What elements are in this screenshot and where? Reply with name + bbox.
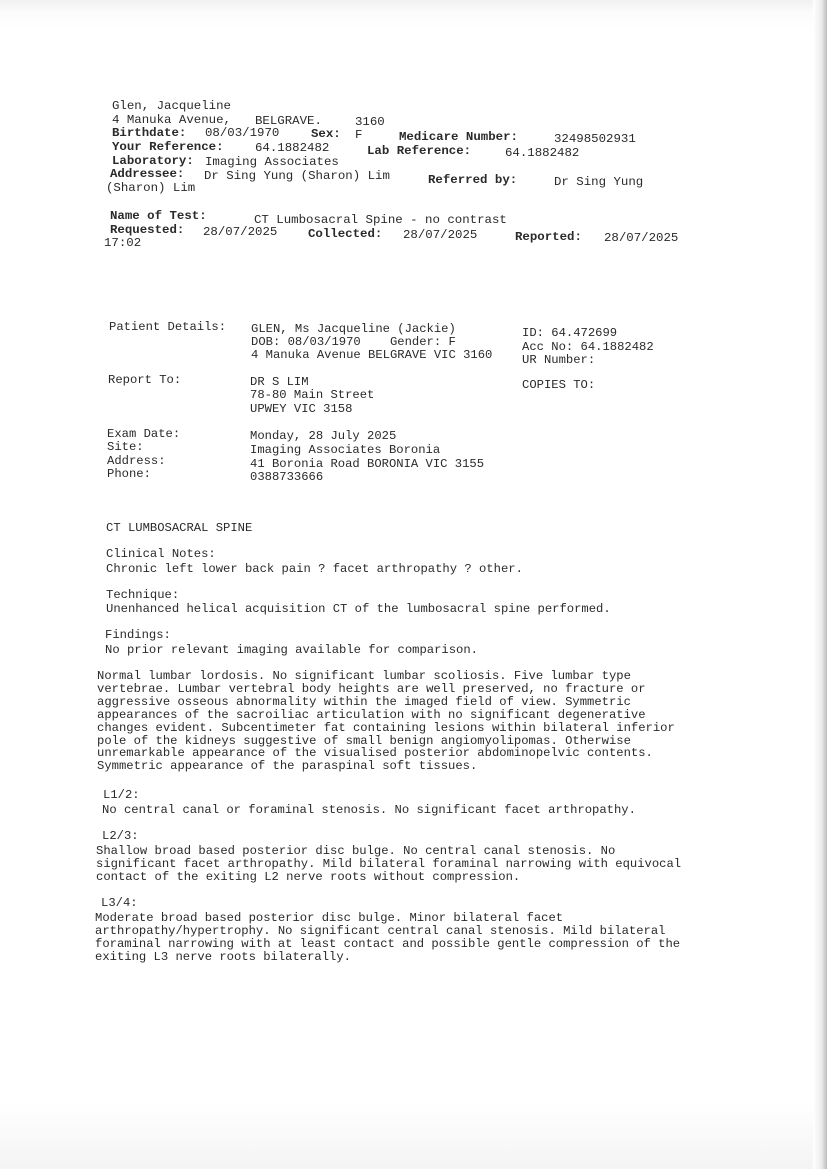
lab-ref-value: 64.1882482 bbox=[505, 146, 580, 160]
reported-value: 28/07/2025 bbox=[604, 231, 679, 245]
report-to-line1: DR S LIM bbox=[250, 375, 309, 389]
your-ref-label: Your Reference: bbox=[112, 140, 224, 154]
clinical-notes-text: Chronic left lower back pain ? facet arthropathy ? other. bbox=[106, 562, 523, 576]
report-title: CT LUMBOSACRAL SPINE bbox=[106, 521, 253, 535]
findings-general-paragraph: Normal lumbar lordosis. No significant lumbar scoliosis. Five lumbar type vertebrae. Lumbar vertebral body heights are well preserved, no fracture or aggressive osseous abnormality within the imaged field of view. Symmetric appearances of the sacroiliac articulation with no significant degenerative changes evident. Subcentimeter fat containing lesions within bilateral inferior pole of the kidneys suggestive of small benign angiomyolipomas. Otherwise unremarkable appearance of the visualised posterior abdominopelvic contents. Symmetric appearance of the paraspinal soft tissues. bbox=[97, 669, 675, 774]
medicare-value: 32498502931 bbox=[554, 132, 636, 146]
patient-details-label: Patient Details: bbox=[109, 320, 227, 334]
page-edge-shadow bbox=[813, 0, 827, 1169]
requested-value: 28/07/2025 bbox=[203, 225, 278, 239]
l34-label: L3/4: bbox=[101, 896, 138, 910]
findings-label: Findings: bbox=[105, 628, 171, 642]
site-value: Imaging Associates Boronia bbox=[250, 443, 441, 457]
phone-label: Phone: bbox=[107, 467, 151, 481]
referred-label: Referred by: bbox=[428, 173, 518, 187]
patient-details-line3: 4 Manuka Avenue BELGRAVE VIC 3160 bbox=[251, 348, 493, 362]
exam-date-value: Monday, 28 July 2025 bbox=[250, 429, 397, 443]
l23-label: L2/3: bbox=[102, 829, 139, 843]
clinical-notes-label: Clinical Notes: bbox=[106, 547, 216, 561]
sex-value: F bbox=[355, 128, 363, 142]
l12-label: L1/2: bbox=[103, 788, 140, 802]
addressee-value: Dr Sing Yung (Sharon) Lim bbox=[204, 169, 390, 183]
site-label: Site: bbox=[107, 440, 144, 454]
reported-time: 17:02 bbox=[104, 236, 142, 250]
phone-value: 0388733666 bbox=[250, 470, 324, 484]
exam-date-label: Exam Date: bbox=[107, 427, 181, 441]
patient-details-line1: GLEN, Ms Jacqueline (Jackie) bbox=[251, 322, 456, 336]
collected-label: Collected: bbox=[308, 227, 383, 241]
patient-suburb: BELGRAVE. bbox=[255, 114, 322, 128]
your-ref-value: 64.1882482 bbox=[255, 141, 330, 155]
patient-id: ID: 64.472699 bbox=[522, 326, 618, 340]
patient-postcode: 3160 bbox=[355, 115, 385, 129]
copies-to: COPIES TO: bbox=[522, 378, 596, 392]
l23-text: Shallow broad based posterior disc bulge. No central canal stenosis. No significant facet arthropathy. Mild bilateral foraminal narrowing with equivocal contact of the exiting L2 nerve roots without compression. bbox=[96, 844, 682, 884]
referred-value-cont: (Sharon) Lim bbox=[106, 181, 196, 195]
test-name-label: Name of Test: bbox=[110, 209, 207, 223]
laboratory-value: Imaging Associates bbox=[205, 155, 339, 169]
medicare-label: Medicare Number: bbox=[399, 130, 518, 144]
report-to-line2: 78-80 Main Street bbox=[250, 388, 375, 402]
accession-number: Acc No: 64.1882482 bbox=[522, 340, 654, 354]
report-to-label: Report To: bbox=[108, 373, 182, 387]
laboratory-label: Laboratory: bbox=[112, 154, 194, 168]
address-value: 41 Boronia Road BORONIA VIC 3155 bbox=[250, 457, 485, 471]
patient-name: Glen, Jacqueline bbox=[112, 99, 231, 113]
collected-value: 28/07/2025 bbox=[403, 228, 478, 242]
report-to-line3: UPWEY VIC 3158 bbox=[250, 402, 353, 416]
birthdate-value: 08/03/1970 bbox=[205, 126, 280, 140]
patient-address: 4 Manuka Avenue, bbox=[112, 113, 231, 127]
address-label: Address: bbox=[107, 454, 166, 468]
technique-text: Unenhanced helical acquisition CT of the lumbosacral spine performed. bbox=[106, 602, 611, 616]
sex-label: Sex: bbox=[311, 127, 341, 141]
requested-label: Requested: bbox=[110, 223, 185, 237]
ur-number: UR Number: bbox=[522, 353, 596, 367]
lab-ref-label: Lab Reference: bbox=[367, 144, 472, 158]
patient-details-line2: DOB: 08/03/1970 Gender: F bbox=[251, 335, 456, 349]
findings-text: No prior relevant imaging available for comparison. bbox=[105, 643, 478, 657]
addressee-label: Addressee: bbox=[110, 167, 185, 181]
l12-text: No central canal or foraminal stenosis. No significant facet arthropathy. bbox=[102, 803, 636, 817]
reported-label: Reported: bbox=[515, 230, 582, 244]
technique-label: Technique: bbox=[106, 588, 180, 602]
l34-text: Moderate broad based posterior disc bulge. Minor bilateral facet arthropathy/hypertrophy. No significant central canal stenosis. Mild bilateral foraminal narrowing with at least contact and possible gentle compression of the exiting L3 nerve roots bilaterally. bbox=[95, 911, 681, 964]
birthdate-label: Birthdate: bbox=[112, 126, 187, 140]
referred-value: Dr Sing Yung bbox=[554, 175, 644, 189]
test-name-value: CT Lumbosacral Spine - no contrast bbox=[254, 213, 507, 227]
